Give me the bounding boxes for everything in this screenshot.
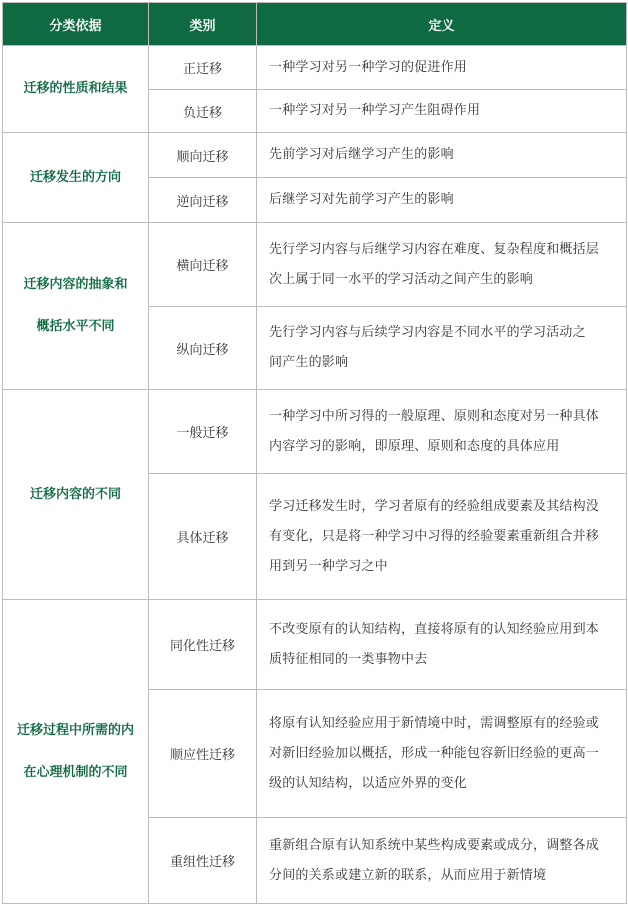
basis-line: 迁移发生的方向: [29, 169, 121, 185]
category-cell: 一般迁移: [149, 390, 257, 474]
category-cell: 横向迁移: [149, 223, 257, 307]
category-cell: 同化性迁移: [149, 600, 257, 690]
definition-cell: [257, 690, 627, 818]
definition-cell: [257, 223, 627, 307]
transfer-classification-table: [2, 2, 627, 904]
definition-line: 对新旧经验加以概括，形成一种能包容新旧经验的更高一: [269, 745, 600, 761]
definition-line: 内容学习的影响，即原理、原则和态度的具体应用: [269, 438, 560, 454]
header-definition: 定义: [257, 3, 627, 46]
definition-cell: [257, 307, 627, 390]
table-row: [3, 600, 627, 690]
definition-line: 学习迁移发生时，学习者原有的经验组成要素及其结构没: [269, 498, 600, 514]
definition-cell: [257, 46, 627, 90]
definition-cell: [257, 818, 627, 904]
definition-line: 后继学习对先前学习产生的影响: [269, 192, 454, 207]
table-row: [3, 390, 627, 474]
table-row: [3, 133, 627, 178]
definition-cell: [257, 90, 627, 133]
category-cell: 正迁移: [149, 46, 257, 90]
definition-line: 先前学习对后继学习产生的影响: [269, 147, 454, 162]
definition-cell: [257, 133, 627, 178]
basis-cell: [3, 600, 149, 904]
definition-line: 不改变原有的认知结构，直接将原有的认知经验应用到本: [269, 621, 600, 637]
definition-line: 用到另一种学习之中: [269, 558, 388, 574]
definition-cell: [257, 600, 627, 690]
definition-line: 先行学习内容与后继学习内容在难度、复杂程度和概括层: [269, 241, 600, 257]
definition-line: 间产生的影响: [269, 355, 349, 370]
definition-line: 分间的关系或建立新的联系，从而应用于新情境: [269, 867, 547, 883]
definition-cell: [257, 178, 627, 223]
table-row: [3, 46, 627, 90]
category-cell: 顺向迁移: [149, 133, 257, 178]
definition-cell: [257, 390, 627, 474]
table-header-row: [3, 3, 627, 46]
basis-line: 在心理机制的不同: [23, 764, 128, 780]
definition-line: 一种学习对另一种学习产生阻碍作用: [269, 103, 481, 118]
basis-line: 概括水平不同: [36, 319, 115, 334]
basis-cell: [3, 223, 149, 390]
table-row: [3, 223, 627, 307]
definition-line: 级的认知结构，以适应外界的变化: [269, 775, 468, 791]
category-cell: 顺应性迁移: [149, 690, 257, 818]
basis-cell: [3, 46, 149, 133]
header-category: 类别: [149, 3, 257, 46]
basis-line: 迁移过程中所需的内: [16, 722, 134, 738]
basis-line: 迁移内容的不同: [29, 486, 121, 502]
category-cell: 具体迁移: [149, 474, 257, 600]
definition-line: 有变化，只是将一种学习中习得的经验要素重新组合并移: [269, 528, 600, 544]
definition-line: 一种学习中所习得的一般原理、原则和态度对另一种具体: [269, 408, 600, 424]
header-basis: 分类依据: [3, 3, 149, 46]
definition-cell: [257, 474, 627, 600]
definition-line: 将原有认知经验应用于新情境中时，需调整原有的经验或: [269, 715, 600, 731]
basis-line: 迁移的性质和结果: [23, 81, 128, 96]
definition-line: 一种学习对另一种学习的促进作用: [269, 59, 468, 75]
definition-line: 质特征相同的一类事物中去: [269, 651, 428, 667]
definition-line: 先行学习内容与后续学习内容是不同水平的学习活动之: [269, 325, 586, 340]
basis-line: 迁移内容的抽象和: [23, 277, 128, 292]
category-cell: 负迁移: [149, 90, 257, 133]
basis-cell: [3, 390, 149, 600]
definition-line: 次上属于同一水平的学习活动之间产生的影响: [269, 271, 534, 287]
category-cell: 纵向迁移: [149, 307, 257, 390]
definition-line: 重新组合原有认知系统中某些构成要素或成分，调整各成: [269, 837, 600, 853]
category-cell: 逆向迁移: [149, 178, 257, 223]
category-cell: 重组性迁移: [149, 818, 257, 904]
basis-cell: [3, 133, 149, 223]
